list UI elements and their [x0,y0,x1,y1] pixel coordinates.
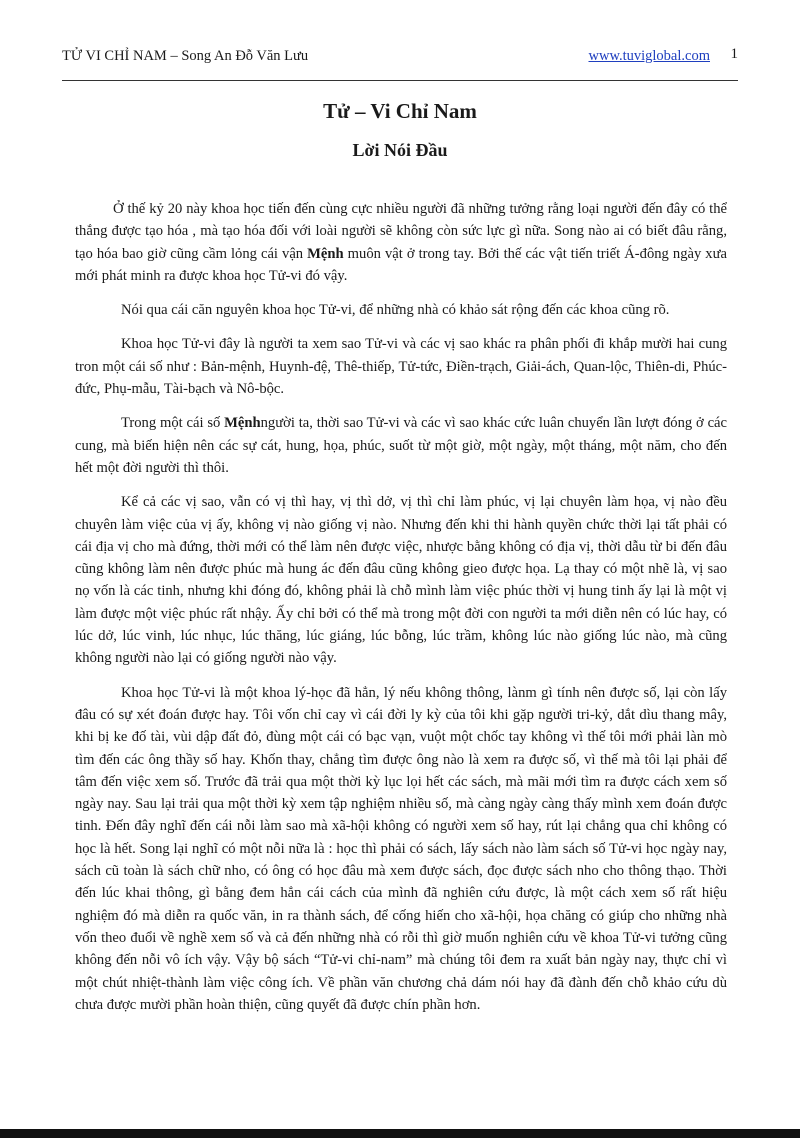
paragraph [75,412,727,479]
body-text [75,198,727,1028]
emphasis-word: Mệnh [307,245,344,262]
paragraph: Khoa học Tử-vi là một khoa lý-học đã hẳn, lý nếu không thông, lànm gì tính nên được số, lại còn lấy đâu có sự xét đoán được hay. Tôi vốn chỉ cay vì cái đời ly kỳ của tôi khi gặp người tri-kỷ, dắt dìu thang mây, khi bị ke đố tài, vùi dập đất đỏ, đùng một cái có bạc vạn, vuột một chốc tay không vì thế tôi mới phải làn mò tìm đến các ông thầy số hay. Khốn thay, chẳng tìm được ông nào là xem ra được số, vì thế mà tôi lại phải để tâm đến việc xem số. Trước đã trải qua một thời kỳ lục lọi hết các sách, mà mãi mới tìm ra được cách xem số ngày nay. Sau lại trải qua một thời kỳ xem tập nghiệm nhiều số, mà càng ngày càng thấy mình xem đoán được tinh. Đến đây nghĩ đến cái nỗi làm sao mà xã-hội không có người xem số hay, rút lại chẳng qua chỉ không có học là hết. Song lại nghĩ có một nỗi nữa là : học thì phải có sách, lấy sách nào làm sách số Tử-vi học ngày nay, sách cũ toàn là sách chữ nho, có ông có học đâu mà xem được sách, đọc được sách nho cho thông thạo. Thời đến lúc khai thông, gì bằng đem hẳn cái cách của mình đã nghiên cứu được, là một cách xem số rất hiệu nghiệm đó mà diễn ra quốc văn, in ra thành sách, để cống hiến cho xã-hội, họa chăng có giúp cho những nhà vốn theo đuổi về nghề xem số và cả đến những nhà có rỗi thì giờ muốn nghiên cứu về khoa Tử-vi tưởng cũng không đến nỗi vô ích vậy. Vậy bộ sách “Tử-vi chỉ-nam” mà chúng tôi đem ra xuất bản ngày nay, thực chỉ vì một chút nhiệt-thành làm việc công ích. Về phần văn chương chả dám nói hay đã đành đến chỗ khảo cứu dù chưa được mười phần hoàn thiện, cũng quyết đã được chín phần hơn. [75,684,727,1013]
page-header [62,44,738,68]
page-number: 1 [730,46,738,62]
text-run: Ở thế kỷ 20 này khoa học tiến đến cùng cực nhiều người đã những tưởng rằng loại người đến đây có thể thắng được tạo hóa , mà tạo hóa đối với loài người sẽ không còn sức lực gì nữa. Song nào ai có biết đâu rằng, tạo hóa bao giờ cũng cầm lỏng cái vận [75,201,727,262]
header-book-title: TỬ VI CHỈ NAM – Song An Đỗ Văn Lưu [62,48,309,64]
emphasis-word: Mệnh [224,415,261,432]
document-title: Tử – Vi Chỉ Nam [323,99,477,123]
paragraph: Khoa học Tử-vi đây là người ta xem sao Tử-vi và các vị sao khác ra phân phối đi khắp mười hai cung tron một cái số như : Bản-mệnh, Huynh-đệ, Thê-thiếp, Tử-tức, Điền-trạch, Giải-ách, Quan-lộc, Thiên-di, Phúc-đức, Phụ-mẫu, Tài-bạch và Nô-bộc. [75,336,727,398]
header-website-link[interactable]: www.tuviglobal.com [588,48,710,64]
header-divider [62,80,738,81]
paragraph: Kể cả các vị sao, vẫn có vị thì hay, vị thì dở, vị thì chỉ làm phúc, vị lại chuyên làm họa, vị nào đều chuyên làm việc của vị ấy, không vị nào giống vị nào. Nhưng đến khi thi hành quyền chức thời lại tất phải có cái địa vị cho mà đứng, thời mới có thể làm nên được việc, nhược bằng không có địa vị, thời dẫu từ bi đến đâu cũng không làm nên được phúc mà hung ác đến đâu cũng không gieo được họa. Lạ thay có một nhẽ là, vị sao nọ vốn là các tinh, nhưng khi đóng đó, không phải là chỗ mình làm việc phúc thời vị hung tinh ấy lại là một vị làm được một việc phúc rất nhậy. Ấy chỉ bởi có thể mà trong một đời con người ta mới diễn nên có lúc hay, có lúc dở, lúc vinh, lúc nhục, lúc thăng, lúc giáng, lúc bỗng, lúc trầm, không lúc nào giống lúc nào, mà cũng không người nào lại có giống người nào vậy. [75,494,727,667]
bottom-edge-bar [0,1129,800,1138]
text-run: người ta, thời sao Tử-vi và các vì sao khác cức luân chuyển lần lượt đóng ở các cung, mà biến hiện nên các sự cát, hung, họa, phúc, suốt từ một giờ, một ngày, một tháng, một năm, cho đến hết một đời người thì thôi. [75,415,727,476]
text-run: Trong một cái số [121,415,225,432]
text-run: muôn vật ở trong tay. Bởi thế các vật tiến triết Á-đông ngày xưa mới phát minh ra được khoa học Tử-vi đó vậy. [75,245,727,284]
paragraph [75,198,727,287]
section-heading: Lời Nói Đầu [352,140,448,160]
paragraph: Nói qua cái căn nguyên khoa học Tử-vi, để những nhà có khảo sát rộng đến các khoa cũng rõ. [121,302,670,319]
